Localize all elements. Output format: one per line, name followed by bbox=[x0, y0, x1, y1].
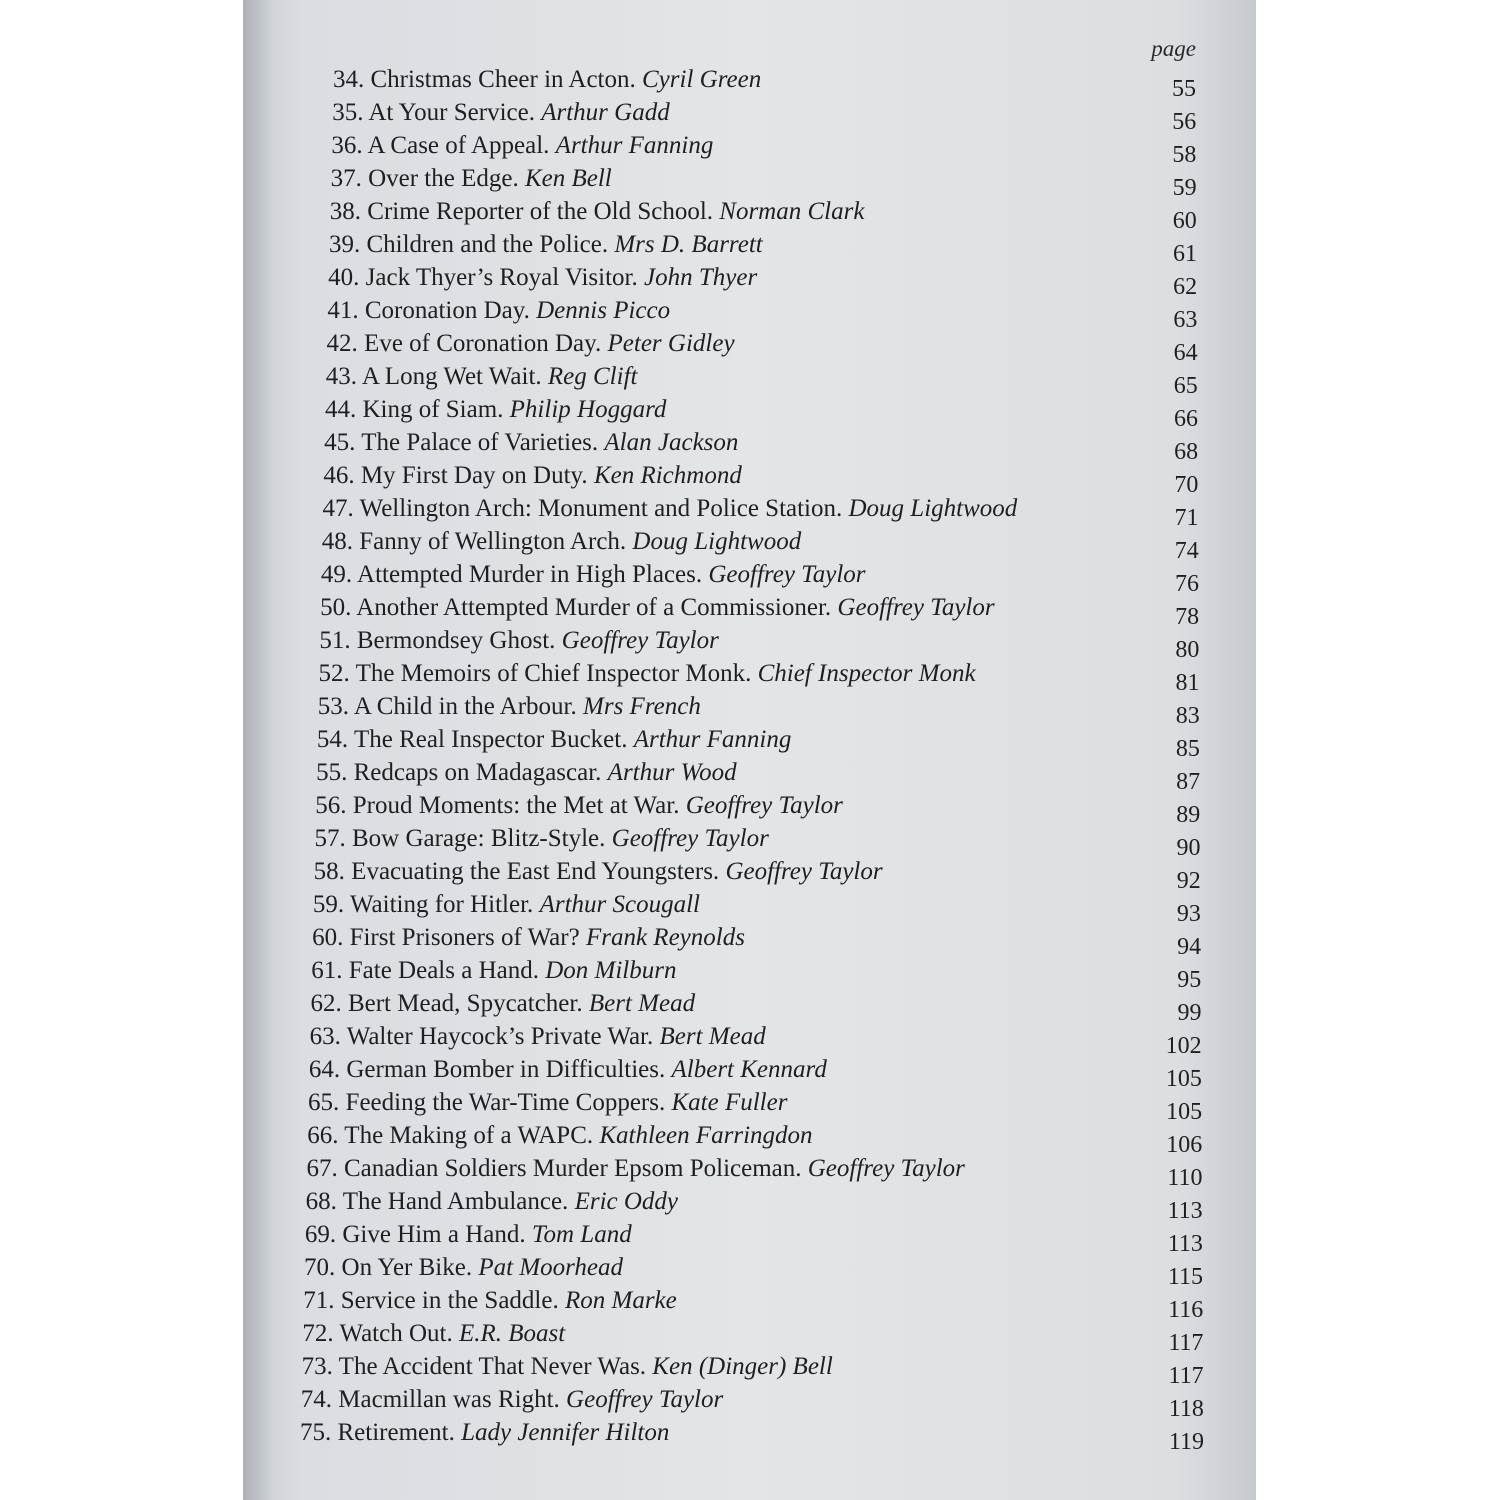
toc-entry-text bbox=[310, 990, 695, 1018]
toc-entry-text bbox=[330, 198, 865, 226]
toc-entry-number: 34. bbox=[333, 66, 365, 93]
toc-entry-number: 71. bbox=[303, 1287, 335, 1314]
toc-entry-title: Crime Reporter of the Old School. bbox=[367, 198, 714, 225]
toc-entry-author: Kate Fuller bbox=[671, 1089, 788, 1116]
toc-entry-author: Geoffrey Taylor bbox=[807, 1155, 965, 1182]
toc-entry-author: John Thyer bbox=[644, 264, 758, 291]
toc-entry-page-number: 115 bbox=[1167, 1264, 1204, 1290]
toc-entry bbox=[243, 1353, 1204, 1387]
toc-entry-page-number: 59 bbox=[1172, 175, 1197, 201]
toc-entry-page-number: 110 bbox=[1167, 1165, 1203, 1191]
toc-entry-text bbox=[327, 330, 735, 358]
toc-entry bbox=[243, 561, 1199, 595]
toc-entry-number: 46. bbox=[323, 462, 355, 489]
toc-entry-page-number: 117 bbox=[1168, 1363, 1204, 1389]
toc-entry-text bbox=[331, 132, 713, 160]
toc-entry-author: Arthur Fanning bbox=[555, 132, 714, 159]
toc-entry bbox=[243, 627, 1199, 661]
toc-entry-page-number: 58 bbox=[1172, 142, 1197, 168]
toc-entry-page-number: 92 bbox=[1176, 868, 1201, 894]
toc-entry-number: 49. bbox=[320, 561, 353, 588]
toc-entry-number: 54. bbox=[316, 726, 349, 753]
toc-entry-text bbox=[318, 693, 701, 721]
toc-entry-title: The Real Inspector Bucket. bbox=[353, 726, 628, 753]
toc-entry-text bbox=[319, 660, 976, 688]
toc-entry bbox=[243, 825, 1201, 859]
toc-entry-number: 66. bbox=[307, 1122, 339, 1149]
toc-entry-author: Eric Oddy bbox=[574, 1188, 679, 1215]
toc-entry-number: 63. bbox=[309, 1023, 341, 1050]
toc-entry-number: 67. bbox=[306, 1155, 338, 1182]
toc-entry bbox=[243, 495, 1199, 529]
toc-entry-title: Retirement. bbox=[337, 1419, 455, 1446]
toc-entry-page-number: 63 bbox=[1173, 307, 1198, 333]
toc-entry-text bbox=[327, 297, 670, 325]
toc-entry-title: Evacuating the East End Youngsters. bbox=[351, 858, 720, 885]
toc-entry-author: Ken Bell bbox=[524, 165, 612, 192]
toc-entry-title: The Hand Ambulance. bbox=[342, 1188, 569, 1215]
toc-entry-title: A Case of Appeal. bbox=[367, 132, 550, 159]
toc-entry-author: Geoffrey Taylor bbox=[566, 1386, 724, 1413]
toc-entry-author: Lady Jennifer Hilton bbox=[461, 1419, 670, 1446]
toc-entry bbox=[243, 99, 1196, 133]
toc-entry-author: Dennis Picco bbox=[536, 297, 671, 324]
toc-entry-author: Geoffrey Taylor bbox=[611, 825, 769, 852]
toc-entry bbox=[243, 132, 1196, 166]
toc-entry-text bbox=[301, 1386, 723, 1414]
toc-entry-number: 47. bbox=[322, 495, 354, 522]
toc-entry-number: 43. bbox=[325, 363, 357, 390]
toc-entry-page-number: 55 bbox=[1172, 76, 1196, 102]
toc-entry-text bbox=[313, 891, 700, 919]
toc-entry bbox=[243, 990, 1201, 1024]
toc-entry-author: Tom Land bbox=[531, 1221, 632, 1248]
toc-entry-author: Ken Richmond bbox=[593, 462, 742, 489]
toc-entry-title: Over the Edge. bbox=[368, 165, 519, 192]
toc-entry-author: Arthur Fanning bbox=[633, 726, 792, 753]
toc-entry-number: 38. bbox=[329, 198, 362, 225]
toc-entry-page-number: 116 bbox=[1168, 1297, 1204, 1323]
toc-entry bbox=[243, 957, 1201, 991]
toc-entry bbox=[243, 1188, 1203, 1222]
toc-entry-page-number: 56 bbox=[1172, 109, 1197, 135]
toc-entry-number: 75. bbox=[300, 1419, 332, 1446]
toc-entry-page-number: 105 bbox=[1166, 1099, 1203, 1125]
toc-entry-author: Ron Marke bbox=[564, 1287, 677, 1314]
toc-entry-text bbox=[310, 1023, 766, 1051]
toc-entry-author: Ken (Dinger) Bell bbox=[652, 1353, 833, 1380]
toc-entry-text bbox=[329, 231, 763, 259]
toc-entry-page-number: 106 bbox=[1166, 1132, 1203, 1158]
toc-entry-number: 64. bbox=[308, 1056, 341, 1083]
toc-entry-author: Arthur Scougall bbox=[539, 891, 700, 918]
toc-entry-title: Redcaps on Madagascar. bbox=[353, 759, 602, 786]
toc-entry bbox=[243, 198, 1197, 232]
toc-entry-text bbox=[320, 594, 994, 622]
toc-entry bbox=[243, 858, 1201, 892]
toc-entry-title: Attempted Murder in High Places. bbox=[357, 561, 703, 588]
toc-entry-text bbox=[331, 165, 612, 193]
toc-entry-title: Bow Garage: Blitz-Style. bbox=[351, 825, 606, 852]
toc-entry-author: Albert Kennard bbox=[671, 1056, 827, 1083]
toc-entry-title: The Accident That Never Was. bbox=[338, 1353, 647, 1380]
toc-entry-number: 62. bbox=[310, 990, 342, 1017]
toc-entry-author: Mrs French bbox=[583, 693, 701, 720]
toc-entry-text bbox=[325, 396, 666, 424]
toc-entry-title: Waiting for Hitler. bbox=[349, 891, 534, 918]
toc-entry-text bbox=[305, 1221, 632, 1249]
toc-entry-text bbox=[328, 264, 757, 292]
toc-entry bbox=[243, 264, 1197, 298]
toc-entry bbox=[243, 1254, 1203, 1288]
toc-entry-page-number: 66 bbox=[1173, 406, 1198, 432]
toc-entry-text bbox=[314, 825, 768, 853]
toc-entry-title: Feeding the War-Time Coppers. bbox=[345, 1089, 666, 1116]
toc-entry bbox=[243, 330, 1198, 364]
toc-entry-number: 74. bbox=[300, 1386, 333, 1413]
toc-entry-title: Jack Thyer’s Royal Visitor. bbox=[365, 264, 638, 291]
toc-entry-title: Give Him a Hand. bbox=[342, 1221, 526, 1248]
toc-entry-page-number: 95 bbox=[1177, 967, 1202, 993]
toc-entry bbox=[243, 1287, 1203, 1321]
toc-entry-author: Doug Lightwood bbox=[848, 495, 1018, 522]
toc-entry-page-number: 68 bbox=[1174, 439, 1199, 465]
toc-entry-page-number: 85 bbox=[1175, 736, 1200, 762]
toc-entry-text bbox=[308, 1089, 787, 1117]
toc-entry-number: 56. bbox=[315, 792, 347, 819]
toc-entry-title: Bermondsey Ghost. bbox=[356, 627, 556, 654]
toc-entry-title: Children and the Police. bbox=[366, 231, 609, 258]
toc-entry bbox=[243, 1155, 1202, 1189]
toc-entry bbox=[243, 1386, 1204, 1420]
table-of-contents bbox=[243, 0, 1256, 1500]
toc-entry bbox=[243, 891, 1201, 925]
toc-entry-author: Geoffrey Taylor bbox=[685, 792, 843, 819]
toc-entry-text bbox=[309, 1056, 827, 1084]
toc-entry bbox=[243, 1056, 1202, 1090]
toc-entry bbox=[243, 1023, 1202, 1057]
toc-entry bbox=[243, 726, 1200, 760]
toc-entry-title: Bert Mead, Spycatcher. bbox=[347, 990, 583, 1017]
toc-entry-text bbox=[317, 726, 791, 754]
toc-entry-page-number: 80 bbox=[1175, 637, 1200, 663]
toc-entry-page-number: 90 bbox=[1176, 835, 1201, 861]
toc-entry-text bbox=[306, 1155, 964, 1183]
toc-entry-title: First Prisoners of War? bbox=[349, 924, 580, 951]
toc-entry bbox=[243, 1419, 1204, 1453]
toc-entry-number: 39. bbox=[328, 231, 361, 258]
toc-entry-title: Eve of Coronation Day. bbox=[364, 330, 602, 357]
toc-entry-text bbox=[302, 1320, 565, 1348]
toc-entry-text bbox=[315, 792, 843, 820]
toc-entry-title: A Child in the Arbour. bbox=[353, 693, 577, 720]
toc-entry bbox=[243, 792, 1200, 826]
toc-entry-number: 52. bbox=[318, 660, 350, 687]
toc-entry-page-number: 94 bbox=[1177, 934, 1202, 960]
toc-entry-page-number: 81 bbox=[1175, 670, 1200, 696]
toc-entry-number: 40. bbox=[328, 264, 360, 291]
toc-entry-title: Proud Moments: the Met at War. bbox=[352, 792, 680, 819]
toc-entry-text bbox=[306, 1188, 678, 1216]
toc-entry-page-number: 105 bbox=[1165, 1066, 1202, 1092]
toc-entry-author: Frank Reynolds bbox=[585, 924, 745, 951]
toc-entry-author: Bert Mead bbox=[659, 1023, 766, 1050]
toc-entry-title: My First Day on Duty. bbox=[360, 462, 588, 489]
toc-entry-page-number: 117 bbox=[1168, 1330, 1204, 1356]
toc-entry-title: On Yer Bike. bbox=[341, 1254, 473, 1281]
toc-entry-author: Pat Moorhead bbox=[478, 1254, 624, 1281]
toc-entry-text bbox=[307, 1122, 812, 1150]
toc-entry-text bbox=[316, 759, 737, 787]
toc-entry bbox=[243, 66, 1196, 100]
toc-entry-title: German Bomber in Difficulties. bbox=[346, 1056, 666, 1083]
toc-entry-page-number: 113 bbox=[1167, 1198, 1203, 1224]
toc-entry-page-number: 70 bbox=[1174, 472, 1199, 498]
toc-entry-number: 45. bbox=[324, 429, 356, 456]
toc-entry bbox=[243, 1122, 1202, 1156]
toc-entry bbox=[243, 297, 1197, 331]
toc-entry-number: 68. bbox=[305, 1188, 337, 1215]
toc-entry bbox=[243, 165, 1197, 199]
toc-entry-text bbox=[326, 363, 638, 391]
toc-entry-author: Geoffrey Taylor bbox=[708, 561, 866, 588]
toc-entry-number: 44. bbox=[324, 396, 357, 423]
toc-entry-author: E.R. Boast bbox=[458, 1320, 566, 1347]
toc-entry-number: 59. bbox=[312, 891, 345, 918]
toc-entry-text bbox=[322, 528, 801, 556]
toc-entry-number: 61. bbox=[311, 957, 343, 984]
toc-entry-number: 42. bbox=[326, 330, 358, 357]
toc-entry-author: Peter Gidley bbox=[607, 330, 735, 357]
toc-entry-text bbox=[332, 99, 670, 127]
toc-entry-page-number: 102 bbox=[1165, 1033, 1202, 1059]
toc-entry-author: Geoffrey Taylor bbox=[837, 594, 995, 621]
toc-entry-text bbox=[312, 924, 745, 952]
toc-entry-page-number: 113 bbox=[1167, 1231, 1203, 1257]
book-page bbox=[243, 0, 1256, 1500]
toc-entry-text bbox=[314, 858, 883, 886]
toc-entry-text bbox=[303, 1287, 677, 1315]
toc-entry-title: Canadian Soldiers Murder Epsom Policeman. bbox=[343, 1155, 802, 1182]
toc-entry-page-number: 64 bbox=[1173, 340, 1198, 366]
toc-entry-number: 55. bbox=[316, 759, 348, 786]
toc-entry-page-number: 119 bbox=[1168, 1429, 1204, 1455]
toc-entry-author: Kathleen Farringdon bbox=[599, 1122, 813, 1149]
toc-entry-page-number: 89 bbox=[1176, 802, 1201, 828]
toc-entry-number: 58. bbox=[313, 858, 345, 885]
toc-entry-author: Arthur Wood bbox=[607, 759, 737, 786]
toc-entry-title: At Your Service. bbox=[368, 99, 535, 126]
toc-entry-text bbox=[323, 462, 742, 490]
toc-entry-number: 73. bbox=[301, 1353, 333, 1380]
toc-entry-text bbox=[321, 561, 866, 589]
page-column-header: page bbox=[1151, 36, 1196, 61]
toc-entry-number: 37. bbox=[330, 165, 362, 192]
toc-entry-page-number: 65 bbox=[1173, 373, 1198, 399]
toc-entry-number: 51. bbox=[319, 627, 351, 654]
toc-entry-text bbox=[302, 1353, 833, 1381]
toc-entry-text bbox=[333, 66, 761, 94]
toc-entry bbox=[243, 363, 1198, 397]
toc-entry-number: 41. bbox=[327, 297, 359, 324]
toc-entry bbox=[243, 1221, 1203, 1255]
toc-entry-author: Don Milburn bbox=[545, 957, 677, 984]
toc-entry-page-number: 62 bbox=[1173, 274, 1198, 300]
toc-entry-title: Coronation Day. bbox=[364, 297, 530, 324]
toc-entry-author: Bert Mead bbox=[588, 990, 696, 1017]
toc-entry bbox=[243, 693, 1200, 727]
toc-entry-title: The Making of a WAPC. bbox=[344, 1122, 594, 1149]
toc-entry-author: Reg Clift bbox=[547, 363, 638, 390]
toc-entry-title: A Long Wet Wait. bbox=[361, 363, 542, 390]
toc-entry-title: King of Siam. bbox=[362, 396, 504, 423]
toc-entry-page-number: 61 bbox=[1172, 241, 1197, 267]
toc-entry-title: Macmillan was Right. bbox=[338, 1386, 560, 1413]
toc-entry-title: Fate Deals a Hand. bbox=[348, 957, 539, 984]
toc-entry bbox=[243, 594, 1199, 628]
toc-entry-author: Geoffrey Taylor bbox=[561, 627, 719, 654]
toc-entry-author: Chief Inspector Monk bbox=[757, 660, 976, 687]
toc-entry-number: 65. bbox=[308, 1089, 340, 1116]
toc-entry-text bbox=[319, 627, 719, 655]
toc-entry-page-number: 87 bbox=[1176, 769, 1201, 795]
toc-entry-title: Fanny of Wellington Arch. bbox=[359, 528, 627, 555]
toc-entry-title: Walter Haycock’s Private War. bbox=[346, 1023, 654, 1050]
toc-entry-title: The Memoirs of Chief Inspector Monk. bbox=[355, 660, 752, 687]
toc-entry-page-number: 93 bbox=[1176, 901, 1201, 927]
toc-entry bbox=[243, 660, 1200, 694]
toc-entry-number: 70. bbox=[304, 1254, 336, 1281]
toc-entry-title: Service in the Saddle. bbox=[340, 1287, 559, 1314]
toc-entry-number: 53. bbox=[317, 693, 349, 720]
toc-entry bbox=[243, 1089, 1202, 1123]
toc-entry-page-number: 76 bbox=[1174, 571, 1199, 597]
toc-entry-author: Alan Jackson bbox=[604, 429, 739, 456]
toc-entry-number: 60. bbox=[312, 924, 344, 951]
toc-entry-number: 35. bbox=[332, 99, 364, 126]
toc-entry-text bbox=[300, 1419, 669, 1447]
toc-entry-author: Cyril Green bbox=[642, 66, 762, 93]
toc-entry-author: Geoffrey Taylor bbox=[725, 858, 883, 885]
toc-entry bbox=[243, 759, 1200, 793]
toc-entry-number: 50. bbox=[320, 594, 352, 621]
toc-entry-title: Another Attempted Murder of a Commissioner. bbox=[356, 594, 832, 621]
toc-entry-number: 72. bbox=[302, 1320, 334, 1347]
toc-entry bbox=[243, 462, 1198, 496]
toc-entry bbox=[243, 528, 1199, 562]
toc-entry-title: Christmas Cheer in Acton. bbox=[370, 66, 636, 93]
toc-entry-page-number: 71 bbox=[1174, 505, 1199, 531]
toc-entry-author: Doug Lightwood bbox=[632, 528, 802, 555]
toc-entry-page-number: 83 bbox=[1175, 703, 1200, 729]
toc-entry-text bbox=[324, 429, 738, 457]
toc-entry-page-number: 60 bbox=[1172, 208, 1197, 234]
toc-entry-author: Philip Hoggard bbox=[509, 396, 667, 423]
toc-entry-author: Norman Clark bbox=[719, 198, 865, 225]
toc-entry bbox=[243, 1320, 1203, 1354]
toc-entry-text bbox=[323, 495, 1018, 523]
toc-entry-page-number: 78 bbox=[1175, 604, 1200, 630]
toc-entry-title: The Palace of Varieties. bbox=[361, 429, 599, 456]
toc-entry-number: 48. bbox=[321, 528, 353, 555]
toc-entry-text bbox=[304, 1254, 623, 1282]
toc-entry-number: 69. bbox=[304, 1221, 337, 1248]
toc-entry bbox=[243, 429, 1198, 463]
toc-entry-page-number: 99 bbox=[1177, 1000, 1202, 1026]
toc-entry-title: Watch Out. bbox=[339, 1320, 453, 1347]
toc-entry-page-number: 74 bbox=[1174, 538, 1199, 564]
toc-entry-number: 57. bbox=[314, 825, 346, 852]
toc-entry-author: Arthur Gadd bbox=[541, 99, 670, 126]
toc-entry-number: 36. bbox=[331, 132, 363, 159]
toc-entry-author: Mrs D. Barrett bbox=[614, 231, 763, 258]
toc-entry bbox=[243, 231, 1197, 265]
toc-entry bbox=[243, 396, 1198, 430]
toc-entry-text bbox=[311, 957, 676, 985]
toc-entry-page-number: 118 bbox=[1168, 1396, 1204, 1422]
toc-entry-title: Wellington Arch: Monument and Police Station. bbox=[359, 495, 843, 522]
toc-entry bbox=[243, 924, 1201, 958]
